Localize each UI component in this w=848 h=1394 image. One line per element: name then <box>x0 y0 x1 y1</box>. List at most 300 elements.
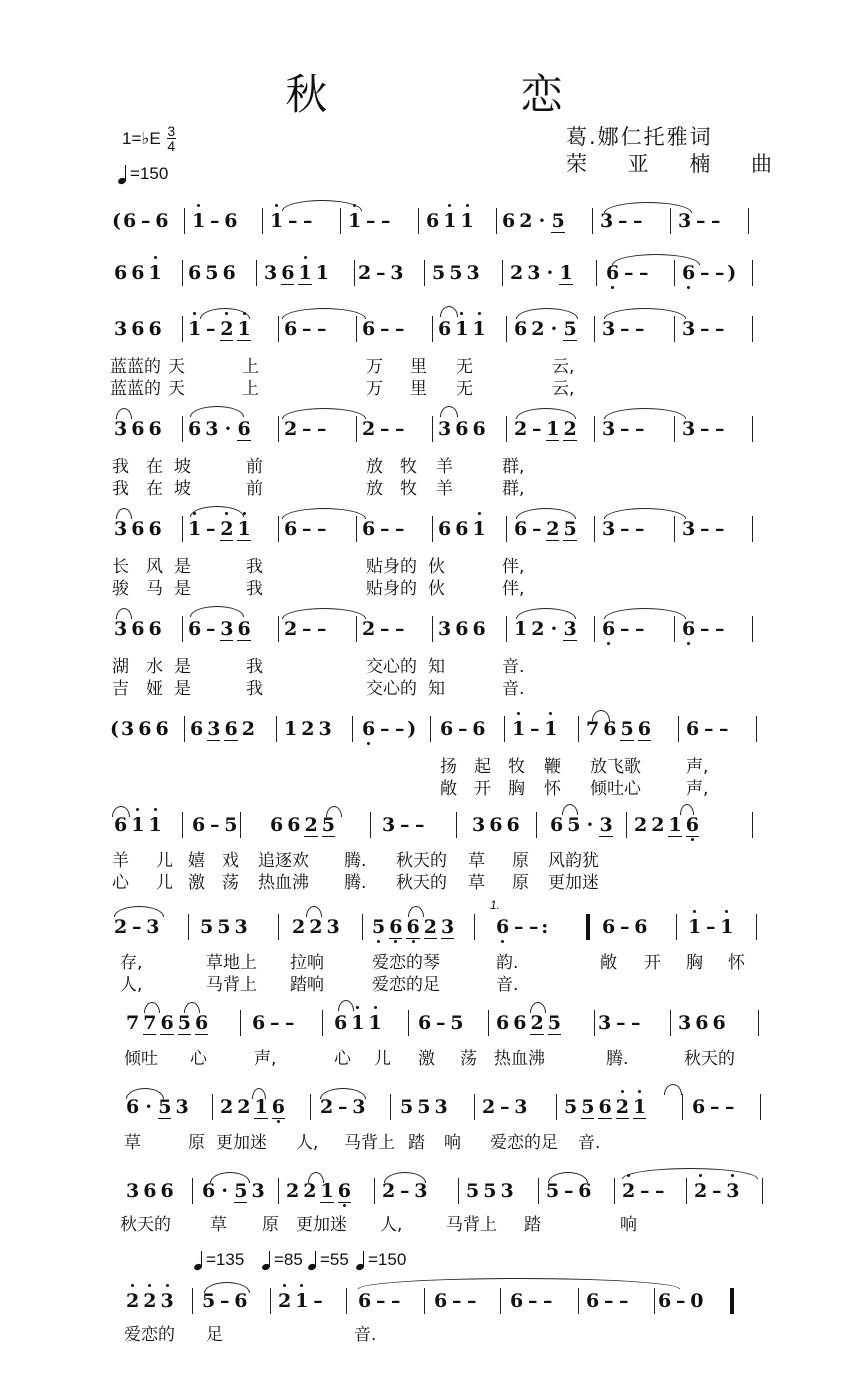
lyric-text: 羊 <box>436 479 453 499</box>
note: 2 <box>362 618 376 640</box>
barline <box>278 616 279 642</box>
barline <box>278 416 279 442</box>
note: 6 <box>358 1290 372 1312</box>
barline <box>182 416 183 442</box>
dash-note: – <box>399 1180 410 1202</box>
lyric-text: 人, <box>296 1133 319 1153</box>
measure <box>680 514 727 544</box>
barline <box>322 1010 323 1036</box>
lyric-text: 伴, <box>502 557 525 577</box>
lyric-text: 放 <box>366 479 383 499</box>
barline <box>240 1010 241 1036</box>
slur-arc <box>622 1168 758 1179</box>
barline <box>418 208 419 234</box>
lyric-text: 骏 <box>112 579 129 599</box>
barline <box>752 260 753 286</box>
note: 5 <box>620 717 634 740</box>
dash-note: – <box>617 210 628 232</box>
dash-note: – <box>209 814 220 836</box>
measure <box>680 614 727 644</box>
note: 1 <box>270 210 283 232</box>
barline <box>592 208 593 234</box>
note: 6 <box>252 1012 266 1034</box>
note: 2 <box>382 1180 396 1202</box>
dash-note: – <box>527 1290 538 1312</box>
note: 6 <box>682 618 695 640</box>
note: 6 <box>237 417 251 440</box>
note: 5 <box>205 262 219 284</box>
lyric-text: 伙 <box>428 557 445 577</box>
barline <box>182 812 183 838</box>
page-title: 秋 恋 <box>285 70 653 119</box>
barline <box>184 208 185 234</box>
dash-note: – <box>316 618 327 640</box>
dash-note: – <box>632 210 643 232</box>
dash-note: – <box>618 1290 629 1312</box>
lyric-text: 人, <box>380 1215 403 1235</box>
dash-note: – <box>714 618 725 640</box>
double-barline <box>586 914 590 940</box>
dash-note: – <box>619 916 630 938</box>
lyric-text: 放飞歌 <box>590 757 641 777</box>
note: 3 <box>682 418 696 440</box>
note: 3 <box>500 1180 514 1202</box>
barline <box>760 1094 761 1120</box>
note: 6 <box>362 718 375 740</box>
note: 2 <box>126 1290 139 1312</box>
note: 6 <box>126 1096 140 1118</box>
note: 2 <box>546 517 560 540</box>
note: 6 <box>686 814 699 837</box>
lyric-text: 韵. <box>496 953 519 973</box>
barline <box>596 260 597 286</box>
slur-arc <box>126 1088 164 1099</box>
dash-note: – <box>316 518 327 540</box>
barline <box>212 1094 213 1120</box>
measure <box>430 258 482 288</box>
lyric-text: 激 <box>188 873 205 893</box>
note: 2 <box>616 1096 629 1119</box>
note: 1 <box>348 210 361 232</box>
slur-arc <box>516 508 576 519</box>
note: 2 <box>622 1180 635 1202</box>
measure <box>112 314 164 344</box>
slur-arc <box>604 202 692 213</box>
lyric-text: 敞 <box>440 779 457 799</box>
note: 2 <box>286 1180 300 1202</box>
measure <box>360 414 407 444</box>
barline <box>354 260 355 286</box>
note: 2 <box>143 1290 156 1312</box>
note: 2 <box>531 618 545 640</box>
slur-arc <box>530 1002 546 1013</box>
dash-note: – <box>619 318 630 340</box>
dash-note: – <box>205 518 216 540</box>
note: 0 <box>690 1290 704 1312</box>
measure <box>584 1286 631 1316</box>
note: 5 <box>432 262 446 284</box>
slur-arc <box>282 200 362 211</box>
barline <box>278 914 279 940</box>
note: 3 <box>390 262 404 284</box>
dash-note: – <box>603 1290 614 1312</box>
parenthesis: ) <box>407 718 417 740</box>
measure <box>684 714 731 744</box>
dash-note: – <box>513 916 524 938</box>
barline <box>670 1010 671 1036</box>
note: 2 <box>358 262 372 284</box>
barline <box>256 260 257 286</box>
slur-arc <box>440 406 458 417</box>
lyric-text: 是 <box>174 679 191 699</box>
lyric-text: 天 <box>168 357 185 377</box>
dot: · <box>224 418 232 440</box>
barline <box>674 616 675 642</box>
note: 3 <box>414 1180 428 1202</box>
note: 5 <box>224 814 238 836</box>
note: 6 <box>270 814 284 836</box>
note: 6 <box>438 318 452 340</box>
note: 3 <box>440 915 455 938</box>
note: 6 <box>695 1012 709 1034</box>
barline <box>356 516 357 542</box>
slur-arc <box>190 606 244 617</box>
note: 1 <box>512 718 525 740</box>
note: 3 <box>726 1180 739 1202</box>
note: 5 <box>177 1011 191 1034</box>
measure <box>282 714 334 744</box>
slur-arc <box>282 608 366 619</box>
note: 6 <box>131 418 145 440</box>
dash-note: – <box>301 618 312 640</box>
dash-note: – <box>615 1012 626 1034</box>
note: 2 <box>563 417 577 440</box>
slur-arc <box>116 408 132 419</box>
note: 5 <box>546 1180 560 1202</box>
lyric-text: 倾吐心 <box>590 779 641 799</box>
dash-note: – <box>394 318 405 340</box>
dash-note: – <box>379 718 390 740</box>
barline <box>432 316 433 342</box>
dash-note: – <box>563 1180 574 1202</box>
measure <box>436 614 488 644</box>
barline <box>682 1094 683 1120</box>
note: 6 <box>506 814 520 836</box>
note: 3 <box>126 1180 140 1202</box>
note: 6 <box>224 210 238 232</box>
barline <box>424 1288 425 1314</box>
dash-note: – <box>140 210 151 232</box>
lyric-text: 开 <box>474 779 491 799</box>
barline <box>756 914 757 940</box>
note: 2 <box>114 916 128 938</box>
note: 3 <box>682 318 696 340</box>
slur-arc <box>190 406 244 417</box>
lyric-text: 群, <box>502 457 525 477</box>
lyric-text: 心 <box>334 1049 351 1069</box>
lyric-text: 荡 <box>460 1049 477 1069</box>
measure <box>124 1176 176 1206</box>
note: 3 <box>220 617 234 640</box>
lyric-text: 音. <box>502 657 525 677</box>
barline <box>758 1010 759 1036</box>
slur-arc <box>604 508 686 519</box>
dash-note: – <box>699 318 710 340</box>
lyric-text: 响 <box>444 1133 461 1153</box>
score-line <box>0 1008 848 1038</box>
note: 6 <box>496 916 509 938</box>
note: 2 <box>514 418 528 440</box>
score-line <box>0 258 848 288</box>
slur-arc <box>184 1002 200 1013</box>
lyric-text: 伴, <box>502 579 525 599</box>
measure <box>470 810 522 840</box>
lyric-text: 秋天的 <box>396 851 447 871</box>
barline <box>356 316 357 342</box>
note: 3 <box>527 262 541 284</box>
dash-note: – <box>301 318 312 340</box>
dash-note: – <box>466 1290 477 1312</box>
barline <box>488 1010 489 1036</box>
lyric-text: 敞 <box>600 953 617 973</box>
dash-note: – <box>316 418 327 440</box>
note: 6 <box>682 262 695 284</box>
dash-note: – <box>457 718 468 740</box>
dash-note: – <box>699 418 710 440</box>
note: 6 <box>406 916 419 939</box>
measure <box>262 258 331 288</box>
note: 6 <box>334 1012 348 1034</box>
note: 6 <box>686 718 700 740</box>
barline <box>408 1010 409 1036</box>
barline <box>474 1094 475 1120</box>
measure <box>124 1286 176 1316</box>
slur-arc <box>326 806 342 817</box>
lyric-text: 激 <box>418 1049 435 1069</box>
lyric-text: 踏 <box>408 1133 425 1153</box>
lyric-text: 声, <box>686 757 709 777</box>
lyric-text: 马背上 <box>206 975 257 995</box>
lyric-text: 扬 <box>440 757 457 777</box>
lyric-text: 音. <box>354 1325 377 1345</box>
parenthesis: ) <box>727 262 737 284</box>
lyric-text: 我 <box>246 579 263 599</box>
note: 5 <box>321 813 335 836</box>
barline <box>374 1178 375 1204</box>
dash-note: – <box>634 518 645 540</box>
lyric-text: 鞭 <box>544 757 561 777</box>
note: 3 <box>251 1180 265 1202</box>
note: 2 <box>320 1096 334 1118</box>
barline <box>430 716 431 742</box>
note: 5 <box>551 209 565 232</box>
note: 6 <box>148 518 162 540</box>
dash-note: – <box>711 1180 722 1202</box>
lyric-text: 上 <box>242 357 259 377</box>
lyric-text: 知 <box>428 657 445 677</box>
dash-note: – <box>301 418 312 440</box>
note: 2 <box>423 915 437 938</box>
note: 2 <box>220 1096 234 1118</box>
dash-note: – <box>654 1180 665 1202</box>
note: 1 <box>295 1290 308 1312</box>
barline <box>674 316 675 342</box>
barline <box>192 1178 193 1204</box>
barline <box>356 416 357 442</box>
score-line <box>0 714 848 744</box>
note: 1 <box>131 814 144 836</box>
note: 6 <box>160 1180 174 1202</box>
barline <box>674 516 675 542</box>
note: 3 <box>678 1012 692 1034</box>
slur-arc <box>282 408 366 419</box>
slur-arc <box>604 608 686 619</box>
measure <box>416 1008 465 1038</box>
note: 5 <box>563 317 577 340</box>
measure <box>676 1008 728 1038</box>
lyric-text: 上 <box>242 379 259 399</box>
lyric-text: 草 <box>468 873 485 893</box>
measure <box>186 258 238 288</box>
dash-note: – <box>699 618 710 640</box>
note: 2 <box>634 814 648 836</box>
slur-arc <box>680 804 694 815</box>
measure <box>332 1008 384 1038</box>
barline <box>506 516 507 542</box>
barline <box>614 1178 615 1204</box>
dash-note: – <box>131 916 142 938</box>
note: 6 <box>514 318 528 340</box>
note: 1 <box>368 1012 381 1034</box>
lyric-text: 长 <box>112 557 129 577</box>
dash-note: – <box>209 210 220 232</box>
note: 2 <box>482 1096 496 1118</box>
measure <box>600 912 649 942</box>
note: 1 <box>455 318 468 340</box>
measure <box>198 912 250 942</box>
note: 3 <box>207 717 221 740</box>
note: 2 <box>304 813 318 836</box>
barline <box>578 1288 579 1314</box>
note: 6 <box>606 262 619 284</box>
lyric-text: 我 <box>246 657 263 677</box>
lyric-text: 人, <box>120 975 143 995</box>
barline <box>654 1288 655 1314</box>
lyric-text: 怀 <box>728 953 745 973</box>
dash-note: – <box>714 518 725 540</box>
slur-arc <box>604 308 686 319</box>
dash-note: – <box>630 1012 641 1034</box>
note: 2 <box>651 814 665 836</box>
lyric-text: 娅 <box>146 679 163 699</box>
tempo-change: =135 <box>194 1250 244 1270</box>
note: 3 <box>466 262 480 284</box>
note: 6 <box>602 618 615 640</box>
lyric-text: 儿 <box>156 873 173 893</box>
note: 2 <box>284 618 298 640</box>
dash-note: – <box>639 1180 650 1202</box>
note: 6 <box>426 210 440 232</box>
key-signature <box>122 124 176 153</box>
slur-arc <box>612 254 700 265</box>
measure <box>110 714 171 744</box>
dash-note: – <box>219 1290 230 1312</box>
dash-note: – <box>499 1096 510 1118</box>
lyricist: 葛.娜仁托雅词 <box>566 125 713 149</box>
barline <box>346 1288 347 1314</box>
note: 3 <box>205 418 219 440</box>
dash-note: – <box>634 418 645 440</box>
note: 6 <box>455 418 469 440</box>
lyric-text: 交心的 <box>366 679 417 699</box>
quarter-note-icon <box>308 1252 318 1270</box>
barline <box>310 1094 311 1120</box>
measure <box>398 1092 450 1122</box>
note: 6 <box>284 318 298 340</box>
lyric-text: 胸 <box>508 779 525 799</box>
dash-note: – <box>302 210 313 232</box>
note: 1 <box>148 814 161 836</box>
lyric-text: 起 <box>474 757 491 777</box>
note: 3 <box>318 718 332 740</box>
lyric-text: 腾. <box>606 1049 629 1069</box>
lyric-text: 响 <box>620 1215 637 1235</box>
repeat-sign: : <box>541 916 549 938</box>
note: 7 <box>126 1012 140 1034</box>
lyric-text: 前 <box>246 457 263 477</box>
lyric-text: 风 <box>146 557 163 577</box>
note: 6 <box>284 518 298 540</box>
barline <box>240 812 241 838</box>
barline <box>356 616 357 642</box>
dash-note: – <box>714 262 725 284</box>
note: 6 <box>602 916 616 938</box>
lyric-text: 天 <box>168 379 185 399</box>
barline <box>752 516 753 542</box>
lyric-text: 万 <box>366 379 383 399</box>
note: 3 <box>434 1096 448 1118</box>
lyric-text: 原 <box>262 1215 279 1235</box>
lyric-text: 牧 <box>400 479 417 499</box>
note: 6 <box>502 210 516 232</box>
lyric-text: 儿 <box>156 851 173 871</box>
note: 1 <box>192 210 205 232</box>
lyric-text: 音. <box>578 1133 601 1153</box>
dash-note: – <box>390 1290 401 1312</box>
dash-note: – <box>699 262 710 284</box>
note: 3 <box>114 618 128 640</box>
note: 3 <box>160 1290 173 1312</box>
barline <box>752 416 753 442</box>
measure <box>656 1286 705 1316</box>
lyric-text: 热血沸 <box>494 1049 545 1069</box>
barline <box>556 1094 557 1120</box>
note: 6 <box>131 262 145 284</box>
lyric-text: 羊 <box>436 457 453 477</box>
lyric-text: 我 <box>112 457 129 477</box>
quarter-note-icon <box>262 1252 272 1270</box>
note: 6 <box>155 718 169 740</box>
note: 2 <box>362 418 376 440</box>
note: 7 <box>586 718 600 740</box>
barline <box>276 716 277 742</box>
note: 6 <box>472 718 486 740</box>
lyric-text: 踏 <box>524 1215 541 1235</box>
note: 5 <box>217 916 231 938</box>
measure <box>186 414 253 444</box>
time-signature: $\frac{3}{4}$ <box>167 123 176 154</box>
slur-arc <box>116 608 132 619</box>
